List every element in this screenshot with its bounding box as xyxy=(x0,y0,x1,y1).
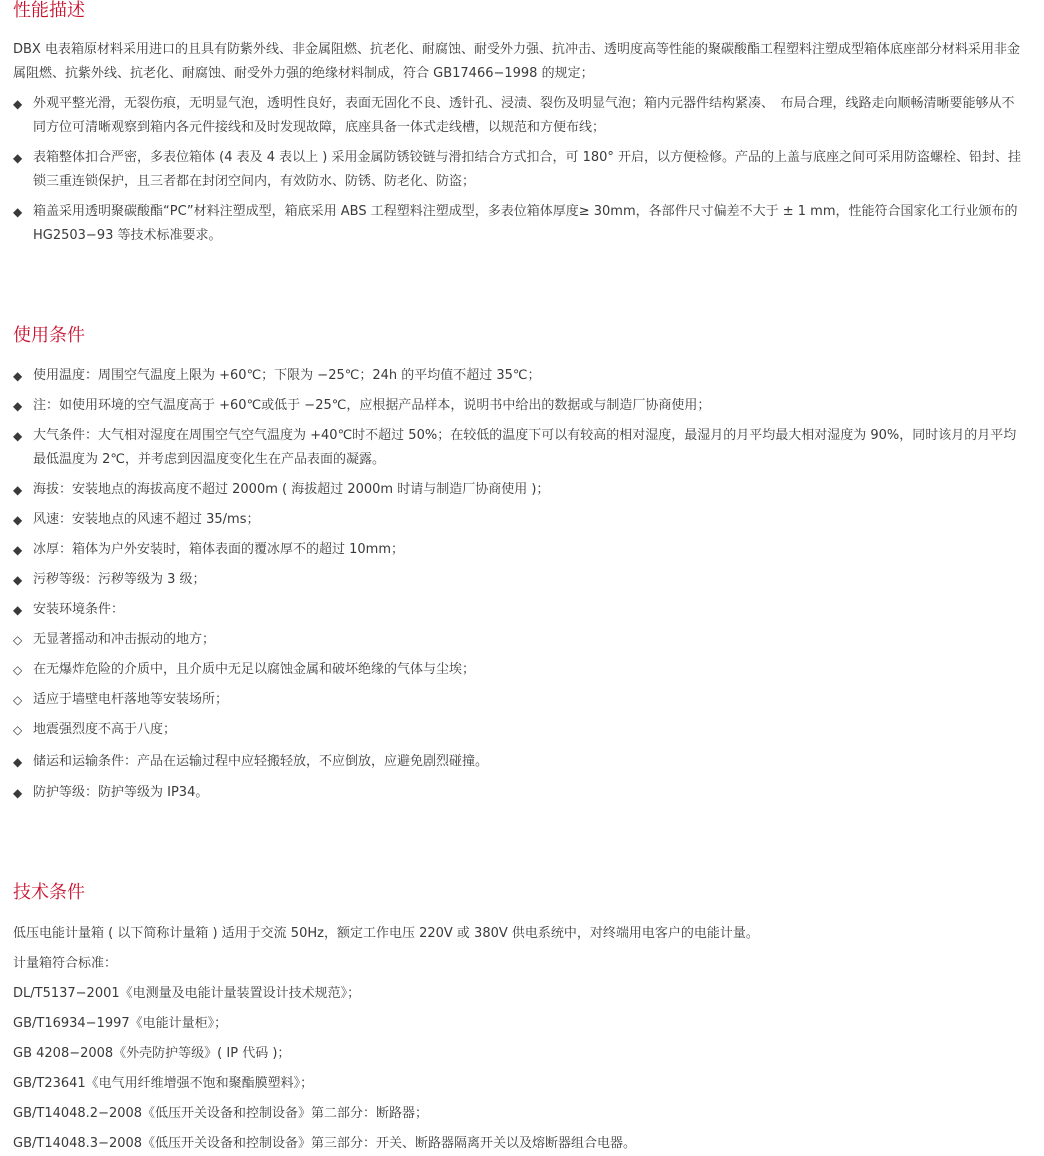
usage-item-text: 在无爆炸危险的介质中，且介质中无足以腐蚀金属和破坏绝缘的气体与尘埃； xyxy=(33,662,476,677)
performance-item-text: 外观平整光滑，无裂伤痕，无明显气泡，透明性良好，表面无固化不良、透针孔、浸渍、裂伤及明显气泡；箱内元器件结构紧凑、 布局合理，线路走向顺畅清晰要能够从不同方位可清晰观察到箱内各元件接线和及时发现故障，底座具备一体式走线槽，以规范和方便布线； xyxy=(33,96,1015,135)
technical-line: DL/T5137−2001《电测量及电能计量装置设计技术规范》； xyxy=(13,986,361,1001)
hollow-diamond-bullet-icon: ◇ xyxy=(13,633,23,647)
usage-item xyxy=(13,750,1023,774)
technical-line: GB/T14048.3−2008《低压开关设备和控制设备》第三部分：开关、断路器隔离开关以及熔断器组合电器。 xyxy=(13,1136,637,1151)
technical-line: 低压电能计量箱 ( 以下简称计量箱 ) 适用于交流 50Hz，额定工作电压 220V 或 380V 供电系统中，对终端用电客户的电能计量。 xyxy=(13,926,759,941)
filled-diamond-bullet-icon: ◆ xyxy=(13,483,23,497)
usage-item xyxy=(13,364,1023,388)
section-title-performance: 性能描述 xyxy=(13,0,85,21)
filled-diamond-bullet-icon: ◆ xyxy=(13,399,23,413)
usage-item xyxy=(13,568,1023,592)
usage-subitem xyxy=(13,658,1023,682)
usage-item-text: 无显著摇动和冲击振动的地方； xyxy=(33,632,216,647)
usage-item-text: 防护等级：防护等级为 IP34。 xyxy=(33,785,209,800)
usage-subitem xyxy=(13,628,1023,652)
usage-subitem xyxy=(13,688,1023,712)
hollow-diamond-bullet-icon: ◇ xyxy=(13,723,23,737)
technical-line: GB 4208−2008《外壳防护等级》( IP 代码 )； xyxy=(13,1046,291,1061)
usage-item-text: 冰厚：箱体为户外安装时，箱体表面的覆冰厚不的超过 10mm； xyxy=(33,542,405,557)
filled-diamond-bullet-icon: ◆ xyxy=(13,786,23,800)
filled-diamond-bullet-icon: ◆ xyxy=(13,543,23,557)
filled-diamond-bullet-icon: ◆ xyxy=(13,573,23,587)
usage-item xyxy=(13,394,1023,418)
filled-diamond-bullet-icon: ◆ xyxy=(13,205,23,219)
filled-diamond-bullet-icon: ◆ xyxy=(13,97,23,111)
usage-item-text: 储运和运输条件：产品在运输过程中应轻搬轻放，不应倒放，应避免剧烈碰撞。 xyxy=(33,754,489,769)
section-title-usage: 使用条件 xyxy=(13,325,85,346)
usage-item-text: 使用温度：周围空气温度上限为 +60℃；下限为 −25℃；24h 的平均值不超过 35℃； xyxy=(33,368,541,383)
filled-diamond-bullet-icon: ◆ xyxy=(13,429,23,443)
hollow-diamond-bullet-icon: ◇ xyxy=(13,663,23,677)
usage-item xyxy=(13,538,1023,562)
performance-intro: DBX 电表箱原材料采用进口的且具有防紫外线、非金属阻燃、抗老化、耐腐蚀、耐受外力强、抗冲击、透明度高等性能的聚碳酸酯工程塑料注塑成型箱体底座部分材料采用非金属阻燃、抗紫外线、抗老化、耐腐蚀、耐受外力强的绝缘材料制成，符合 GB17466−1998 的规定； xyxy=(13,42,1020,81)
usage-item xyxy=(13,478,1023,502)
hollow-diamond-bullet-icon: ◇ xyxy=(13,693,23,707)
filled-diamond-bullet-icon: ◆ xyxy=(13,513,23,527)
performance-item xyxy=(13,92,1023,140)
usage-item-text: 海拔：安装地点的海拔高度不超过 2000m ( 海拔超过 2000m 时请与制造厂协商使用 )； xyxy=(33,482,550,497)
performance-item-text: 箱盖采用透明聚碳酸酯“PC”材料注塑成型，箱底采用 ABS 工程塑料注塑成型，多表位箱体厚度≥ 30mm，各部件尺寸偏差不大于 ± 1 mm，性能符合国家化工行业颁布的 HG2503−93 等技术标准要求。 xyxy=(33,204,1018,243)
usage-subitem xyxy=(13,718,1023,742)
technical-line: GB/T23641《电气用纤维增强不饱和聚酯膜塑料》； xyxy=(13,1076,314,1091)
usage-item-text: 风速：安装地点的风速不超过 35/ms； xyxy=(33,512,260,527)
performance-item xyxy=(13,146,1023,194)
filled-diamond-bullet-icon: ◆ xyxy=(13,151,23,165)
usage-item-text: 大气条件：大气相对湿度在周围空气空气温度为 +40℃时不超过 50%；在较低的温度下可以有较高的相对湿度，最湿月的月平均最大相对湿度为 90%，同时该月的月平均最低温度为 2℃，并考虑到因温度变化生在产品表面的凝露。 xyxy=(33,428,1017,467)
filled-diamond-bullet-icon: ◆ xyxy=(13,755,23,769)
performance-item xyxy=(13,200,1023,248)
usage-item xyxy=(13,508,1023,532)
filled-diamond-bullet-icon: ◆ xyxy=(13,369,23,383)
usage-item-text: 污秽等级：污秽等级为 3 级； xyxy=(33,572,206,587)
usage-item-text: 适应于墙壁电杆落地等安装场所； xyxy=(33,692,229,707)
usage-item xyxy=(13,424,1023,472)
usage-item xyxy=(13,598,1023,622)
usage-item-text: 安装环境条件： xyxy=(33,602,125,617)
technical-line: 计量箱符合标准： xyxy=(13,956,118,971)
performance-item-text: 表箱整体扣合严密，多表位箱体 (4 表及 4 表以上 ) 采用金属防锈铰链与滑扣结合方式扣合，可 180° 开启，以方便检修。产品的上盖与底座之间可采用防盗螺栓、铅封、挂锁三重连锁保护，且三者都在封闭空间内，有效防水、防锈、防老化、防盗； xyxy=(33,150,1022,189)
technical-line: GB/T14048.2−2008《低压开关设备和控制设备》第二部分：断路器； xyxy=(13,1106,429,1121)
usage-item-text: 注：如使用环境的空气温度高于 +60℃或低于 −25℃，应根据产品样本，说明书中给出的数据或与制造厂协商使用； xyxy=(33,398,711,413)
usage-item-text: 地震强烈度不高于八度； xyxy=(33,722,177,737)
technical-line: GB/T16934−1997《电能计量柜》； xyxy=(13,1016,228,1031)
filled-diamond-bullet-icon: ◆ xyxy=(13,603,23,617)
usage-item xyxy=(13,781,1023,805)
section-title-technical: 技术条件 xyxy=(13,882,85,903)
